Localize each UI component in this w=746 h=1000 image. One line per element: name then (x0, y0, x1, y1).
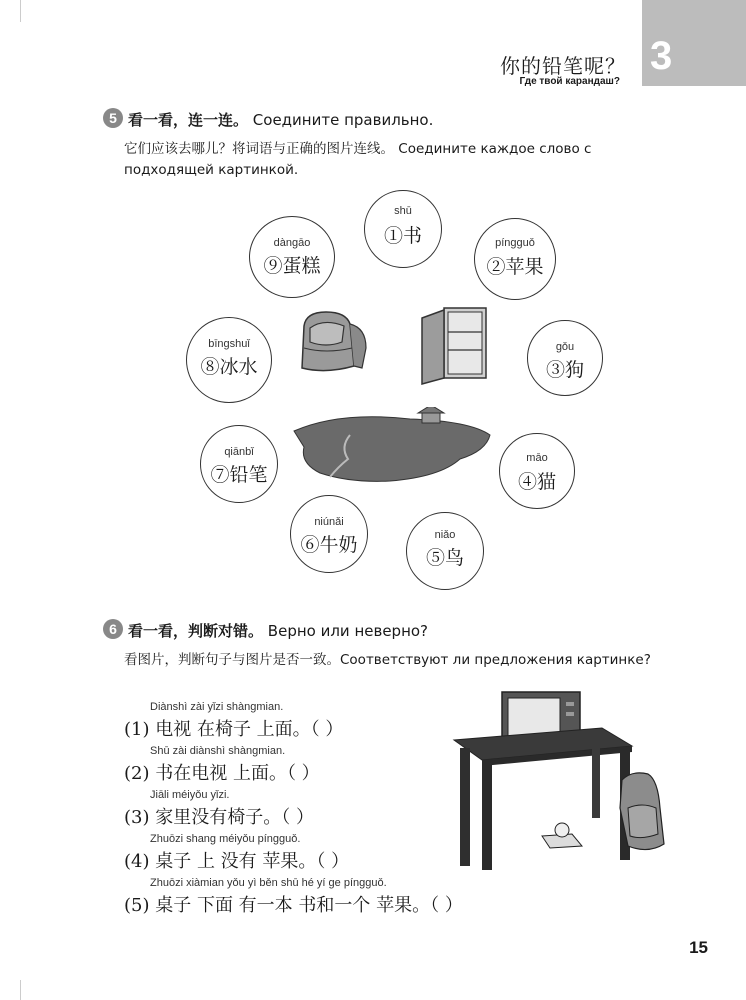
word-pinyin: niǎo (434, 529, 456, 541)
word-text: ⑤鸟 (425, 547, 464, 569)
word-text: ⑧冰水 (200, 356, 258, 378)
section-5-title-ru: Соедините правильно. (252, 111, 434, 129)
word-circle-dog[interactable] (527, 320, 603, 396)
lesson-title-cn: 你的铅笔呢？ (500, 54, 626, 78)
word-pinyin: māo (526, 452, 548, 464)
word-circle-milk[interactable] (290, 495, 368, 573)
page-number: 15 (689, 938, 708, 957)
word-circle-book[interactable] (364, 190, 442, 268)
question-3-pinyin: Jiāli méiyǒu yǐzi. (150, 789, 230, 801)
word-pinyin: niúnǎi (314, 516, 344, 528)
word-pinyin: píngguǒ (495, 237, 535, 249)
apple-icon (555, 823, 569, 837)
word-circle-bird[interactable] (406, 512, 484, 590)
section-5-badge: 5 (103, 108, 123, 128)
word-text: ⑨蛋糕 (263, 255, 321, 277)
section-5-title-cn: 看一看，连一连。 (128, 111, 249, 129)
page-edge-top (20, 0, 21, 22)
section-6-title (128, 620, 428, 641)
word-text: ⑥牛奶 (300, 534, 358, 556)
word-pinyin: shū (394, 205, 412, 217)
chapter-number: 3 (650, 34, 673, 78)
word-circle-pencil[interactable] (200, 425, 278, 503)
word-circle-cat[interactable] (499, 433, 575, 509)
section-6-title-cn: 看一看，判断对错。 (128, 622, 264, 640)
word-circle-ice-water[interactable] (186, 317, 272, 403)
word-circle-cake[interactable] (249, 216, 335, 298)
word-pinyin: gǒu (555, 341, 575, 353)
word-pinyin: bīngshuǐ (208, 338, 250, 350)
question-3-text[interactable]: (3) 家里没有椅子。（ ） (124, 807, 314, 828)
field-picture[interactable] (290, 407, 494, 487)
backpack-picture[interactable] (296, 308, 372, 374)
word-text: ③狗 (545, 359, 584, 381)
question-4-pinyin: Zhuōzi shang méiyǒu píngguǒ. (150, 833, 301, 845)
question-2-pinyin: Shū zài diànshì shàngmian. (150, 745, 286, 757)
lesson-title-ru: Где твой карандаш? (519, 76, 620, 87)
section-5-instruction-2: подходящей картинкой. (124, 162, 299, 178)
page-edge-bottom (20, 980, 21, 1000)
word-pinyin: dàngāo (273, 237, 311, 249)
section-5-instruction-1: 它们应该去哪儿？将词语与正确的图片连线。 Соедините каждое слово с (124, 141, 592, 157)
word-text: ⑦铅笔 (210, 464, 268, 486)
section-6-instruction: 看图片，判断句子与图片是否一致。Соответствуют ли предложения картинке? (124, 652, 651, 668)
question-2-text[interactable]: (2) 书在电视 上面。（ ） (124, 763, 320, 784)
question-5-pinyin: Zhuōzi xiàmian yǒu yì běn shū hé yí ge píngguǒ. (150, 877, 387, 889)
question-5-text[interactable]: (5) 桌子 下面 有一本 书和一个 苹果。（ ） (124, 895, 463, 916)
word-circle-apple[interactable] (474, 218, 556, 300)
table-scene-picture (452, 688, 680, 876)
section-6-title-ru: Верно или неверно? (267, 622, 429, 640)
fridge-picture[interactable] (418, 302, 490, 386)
word-pinyin: qiānbǐ (224, 446, 254, 458)
word-text: ①书 (383, 225, 422, 247)
question-1-text[interactable]: (1) 电视 在椅子 上面。（ ） (124, 719, 344, 740)
question-1-pinyin: Diànshì zài yǐzi shàngmian. (150, 701, 284, 713)
section-6-badge: 6 (103, 619, 123, 639)
section-5-title (128, 109, 433, 130)
question-4-text[interactable]: (4) 桌子 上 没有 苹果。（ ） (124, 851, 350, 872)
word-text: ②苹果 (486, 256, 544, 278)
word-text: ④猫 (517, 471, 556, 493)
